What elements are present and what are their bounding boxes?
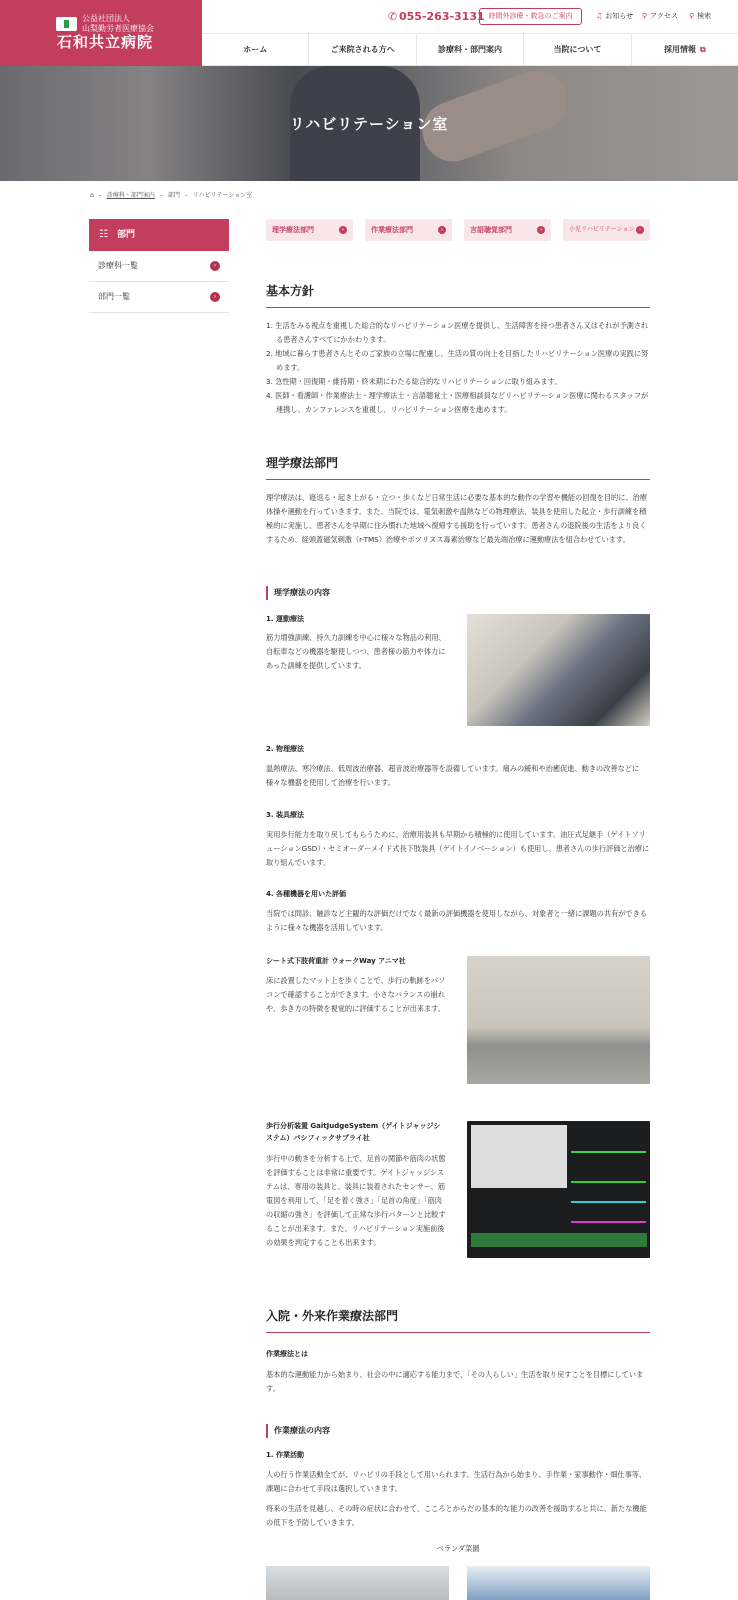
hospital-name: 石和共立病院 — [57, 33, 154, 51]
pt-s1-text: 筋力増強訓練、持久力訓練を中心に様々な物品の利用、自転車などの機器を駆使しつつ、患者様の筋力や体力にあった訓練を提供しています。 — [266, 633, 446, 670]
breadcrumb-current: リハビリテーション室 — [192, 192, 253, 199]
pt-d1-text: 床に設置したマット上を歩くことで、歩行の軌跡をパソコンで確認することができます。小さなバランスの崩れや、歩き方の特徴を視覚的に評価することが出来ます。 — [266, 976, 446, 1013]
policy-item: 4. 医師・看護師・作業療法士・理学療法士・言語聴覚士・医療相談員などリハビリテーション医療に関わるスタッフが連携し、カンファレンスを重視し、リハビリテーション医療を進めます。 — [266, 391, 649, 414]
nav-visitors[interactable]: ご来院される方へ — [308, 34, 415, 65]
tab-label: 小児リハビリテーション — [569, 226, 635, 233]
phone-link[interactable] — [388, 8, 485, 27]
policy-item: 2. 地域に暮らす患者さんとそのご家族の立場に配慮し、生活の質の向上を目指したリハビリテーション医療の実践に努めます。 — [266, 349, 649, 372]
sidebar-heading — [89, 219, 229, 251]
walkway-photo — [467, 956, 650, 1084]
exercise-therapy-photo — [467, 614, 650, 726]
pt-s3-text: 実用歩行能力を取り戻してもらうために、治療用装具も早期から積極的に使用しています。油圧式足継手（ゲイトソリューションGSD）・セミオーダーメイド式長下肢装具（ゲイトイノベーション）も使用し、患者さんの歩行評価と治療に取り組んでいます。 — [266, 830, 650, 867]
hero-banner — [0, 66, 738, 181]
pt-intro: 理学療法は、寝返る・起き上がる・立つ・歩くなど日常生活に必要な基本的な動作の学習や機能の回復を目的に、治療体操や運動を行っていきます。また、当院では、電気刺激や温熱などの物理療法、装具を使用した起立・歩行訓練を積極的に実施し、患者さんを早期に住み慣れた地域へ復帰する援助を行っています。患者さんの退院後の生活をより良くするため、経頭蓋磁気刺激（r-TMS）治療やボツリヌス毒素治療など最先端治療に運動療法を組合わせています。 — [266, 493, 647, 544]
page-title: リハビリテーション室 — [289, 115, 449, 133]
pt-s4-title: 4. 各種機器を用いた評価 — [266, 890, 346, 898]
chevron-down-icon: › — [438, 226, 446, 234]
chevron-down-icon: › — [339, 226, 347, 234]
search-link[interactable] — [689, 11, 711, 23]
org-line1: 公益社団法人 — [82, 14, 130, 23]
phone-icon: ✆ — [388, 10, 398, 23]
nav-home[interactable]: ホーム — [243, 45, 268, 54]
pt-heading: 理学療法部門 — [266, 455, 650, 480]
sidebar-item-label: 部門一覧 — [98, 292, 130, 301]
garden-photo — [266, 1566, 449, 1600]
sidebar-item-sections[interactable] — [89, 282, 229, 313]
nav-departments[interactable]: 診療科・部門案内 — [416, 34, 523, 65]
garden-caption: ベランダ菜園 — [436, 1544, 480, 1553]
home-icon[interactable]: ⌂ — [90, 192, 94, 199]
tab-label: 理学療法部門 — [272, 226, 314, 234]
tab-ot[interactable] — [365, 219, 452, 241]
tab-label: 言語聴覚部門 — [470, 226, 512, 234]
global-nav — [202, 33, 738, 66]
breadcrumb-sep: – — [159, 192, 163, 199]
pt-d2-text: 歩行中の動きを分析する上で、足首の関節や筋肉の状態を評価することは非常に重要です。ゲイトジャッジシステムは、専用の装具と、装具に装着されたセンサー、筋電図を利用して、「足を着く強さ」「足首の角度」「筋肉の収縮の強さ」を評価して正常な歩行パターンと比較することが出来ます。また、リハビリテーション実施前後の効果を判定することも出来ます。 — [266, 1154, 446, 1247]
site-header — [0, 0, 738, 66]
pt-d1-title: シート式下肢荷重計 ウォークWay アニマ社 — [266, 957, 406, 965]
chevron-down-icon: › — [636, 226, 644, 234]
chevron-right-icon: › — [210, 261, 220, 271]
sidebar-item-label: 診療科一覧 — [98, 261, 138, 270]
breadcrumb-departments[interactable]: 診療科・部門案内 — [106, 192, 155, 199]
policy-item: 3. 急性期・回復期・維持期・終末期にわたる総合的なリハビリテーションに取り組みます。 — [266, 377, 562, 386]
top-bar — [202, 0, 738, 33]
section-tabs — [266, 219, 650, 241]
external-link-icon: ⧉ — [699, 45, 706, 54]
field-photo — [467, 1566, 650, 1600]
news-label: お知らせ — [605, 12, 634, 20]
sidebar-item-departments[interactable] — [89, 251, 229, 282]
after-hours-button[interactable]: 時間外診療・救急のご案内 — [479, 8, 582, 25]
gait-judge-photo — [467, 1121, 650, 1258]
pt-s3-title: 3. 装具療法 — [266, 811, 304, 819]
ot-heading: 入院・外来作業療法部門 — [266, 1308, 650, 1333]
nav-recruit[interactable] — [631, 34, 738, 65]
ot-s1-title: 1. 作業活動 — [266, 1451, 304, 1459]
org-chart-icon: ☷ — [99, 229, 108, 240]
policy-list — [266, 319, 650, 417]
pt-content-heading: 理学療法の内容 — [266, 586, 330, 600]
emg-wave — [571, 1181, 646, 1183]
pt-s4-text: 当院では問診、触診など主観的な評価だけでなく最新の評価機器を使用しながら、対象者と一緒に課題の共有ができるように様々な機器を活用しています。 — [266, 909, 647, 932]
chevron-down-icon: › — [537, 226, 545, 234]
policy-item: 1. 生活をみる視点を重視した総合的なリハビリテーション医療を提供し、生活障害を持つ患者さん又はそれが予測される患者さんすべてにかかわります。 — [266, 321, 649, 344]
main-content — [266, 219, 650, 241]
tab-label: 作業療法部門 — [371, 226, 413, 234]
hospital-emblem-icon — [56, 17, 77, 31]
gait-video-panel — [471, 1125, 567, 1188]
news-link[interactable] — [596, 11, 633, 23]
breadcrumb-sep: – — [98, 192, 102, 199]
breadcrumb-sep: – — [184, 192, 188, 199]
nav-recruit-label: 採用情報 — [663, 45, 696, 54]
chevron-right-icon: › — [210, 292, 220, 302]
ot-what-title: 作業療法とは — [266, 1350, 308, 1358]
tab-pt[interactable] — [266, 219, 353, 241]
pt-s1-title: 1. 運動療法 — [266, 615, 304, 623]
emg-wave — [571, 1201, 646, 1203]
nav-about[interactable]: 当院について — [523, 34, 630, 65]
device-buttons — [471, 1233, 647, 1247]
ot-s1-text1: 人の行う作業活動全てが、リハビリの手段として用いられます。生活行為から始まり、手作業・家事動作・畑仕事等、課題に合わせて手段は選択していきます。 — [266, 1470, 647, 1493]
ot-s1-text2: 将来の生活を見越し、その時の症状に合わせて、こころとからだの基本的な能力の改善を援助すると共に、新たな機能の低下を予防していきます。 — [266, 1504, 647, 1527]
pt-s2-title: 2. 物理療法 — [266, 745, 304, 753]
map-pin-icon: ⚲ — [642, 12, 648, 20]
access-link[interactable] — [642, 11, 678, 23]
tab-pediatric[interactable] — [563, 219, 650, 241]
pt-s2-text: 温熱療法、寒冷療法、低周波治療器、超音波治療器等を設備しています。痛みの緩和や治癒促進、動きの改善などに様々な機器を使用して治療を行います。 — [266, 764, 640, 787]
org-line2: 山梨勤労者医療協会 — [82, 24, 154, 33]
emg-wave — [571, 1151, 646, 1153]
policy-heading: 基本方針 — [266, 283, 650, 308]
ot-what-text: 基本的な運動能力から始まり、社会の中に適応する能力まで、「その人らしい」生活を取り戻すことを目標にしています。 — [266, 1370, 644, 1393]
search-label: 検索 — [697, 12, 712, 20]
breadcrumb — [90, 191, 252, 201]
bell-icon: ♫ — [596, 12, 603, 20]
phone-number: 055-263-3131 — [399, 10, 485, 23]
tab-st[interactable] — [464, 219, 551, 241]
breadcrumb-bumon[interactable]: 部門 — [167, 192, 180, 199]
emg-wave — [571, 1221, 646, 1223]
ot-content-heading: 作業療法の内容 — [266, 1424, 330, 1438]
search-icon: ⚲ — [689, 12, 695, 20]
sidebar — [89, 219, 229, 313]
sidebar-heading-label: 部門 — [117, 230, 136, 240]
site-logo[interactable] — [0, 0, 202, 66]
pt-d2-title: 歩行分析装置 GaitJudgeSystem（ゲイトジャッジシステム）パシフィックサプライ社 — [266, 1122, 441, 1142]
access-label: アクセス — [650, 12, 678, 20]
